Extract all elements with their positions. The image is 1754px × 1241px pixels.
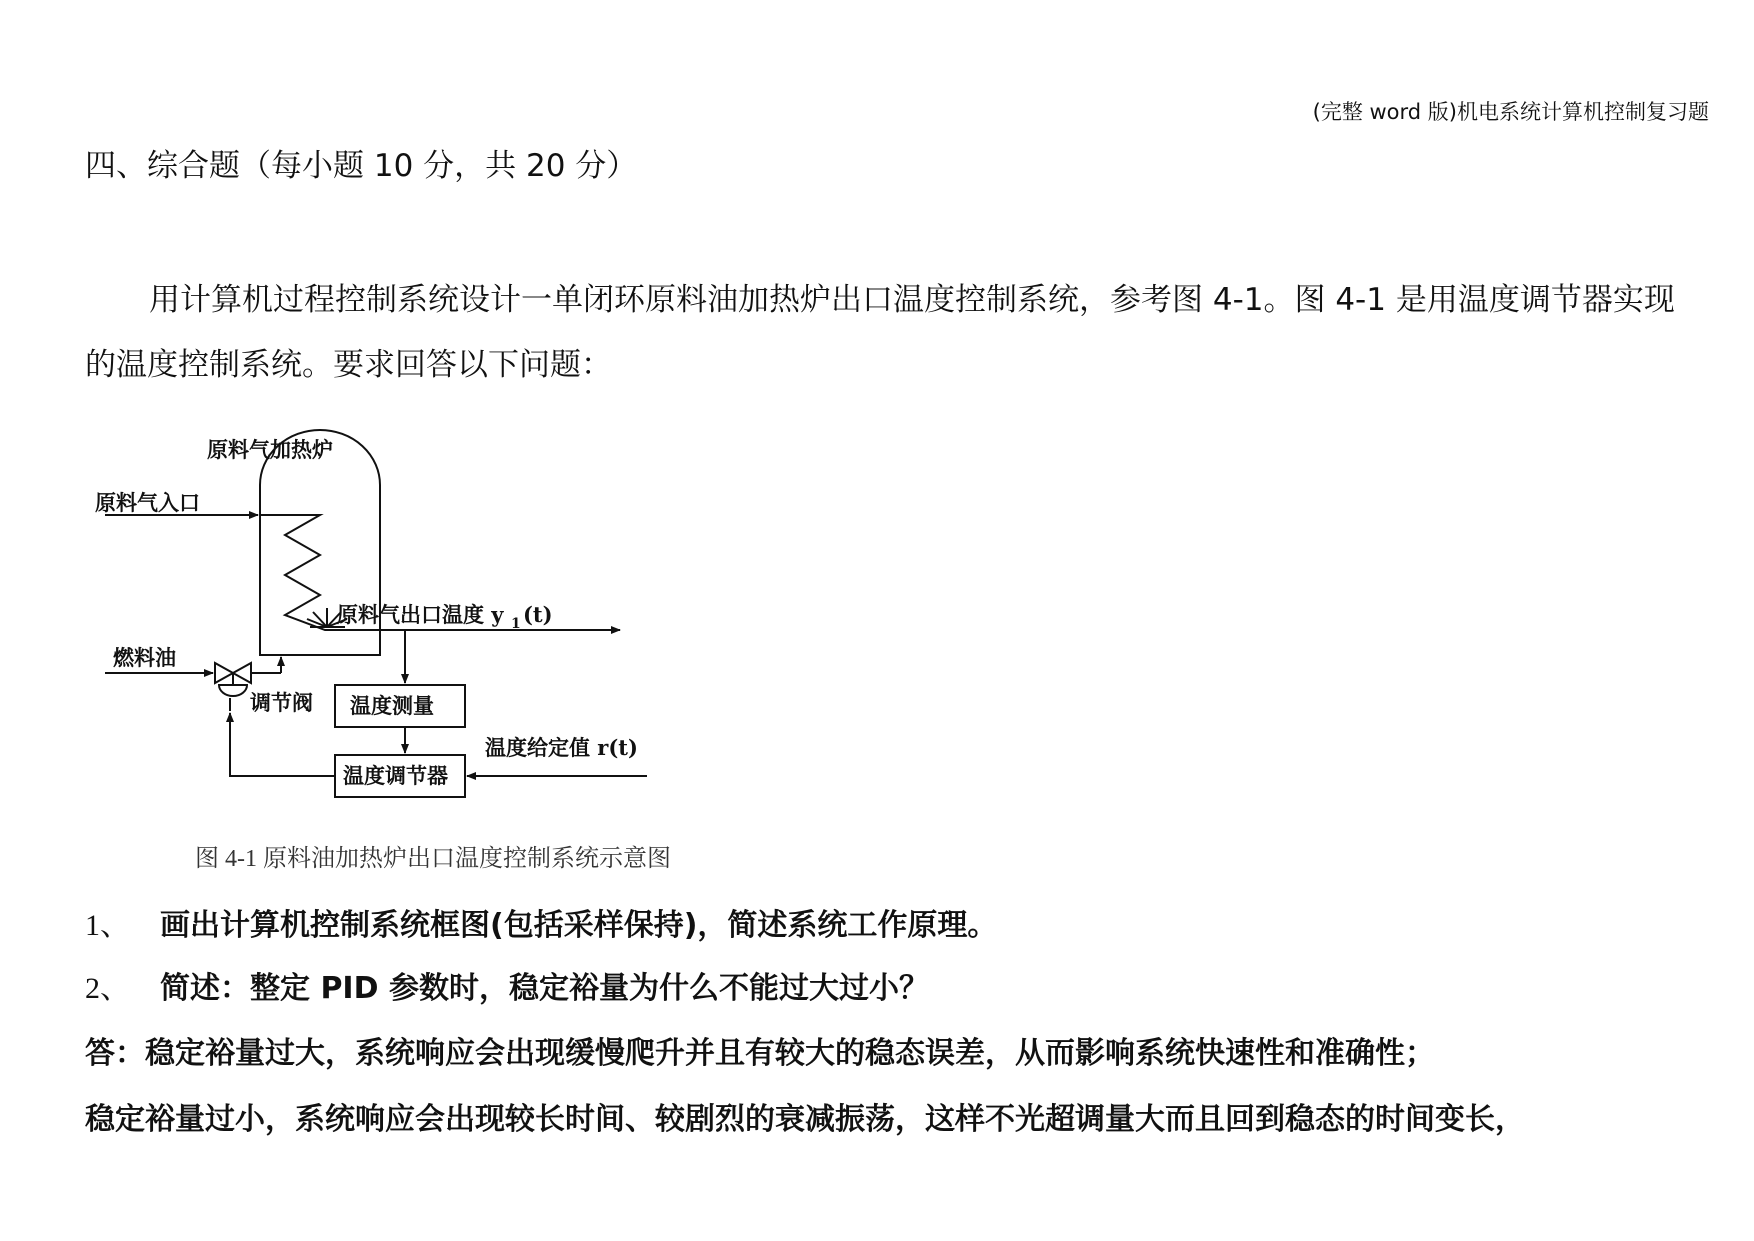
furnace-label: 原料气加热炉 (207, 437, 333, 462)
setpoint-label: 温度给定值 r(t) (485, 735, 638, 760)
diagram-svg (95, 405, 755, 805)
valve-label: 调节阀 (250, 690, 313, 715)
question-2-text: 简述：整定 PID 参数时，稳定裕量为什么不能过大过小？ (160, 971, 929, 1006)
outlet-argument: (t) (523, 602, 553, 627)
fuel-label: 燃料油 (113, 645, 176, 670)
answer-line-1: 答：稳定裕量过大，系统响应会出现缓慢爬升并且有较大的稳态误差，从而影响系统快速性和准确性； (85, 1036, 1435, 1071)
intro-paragraph: 用计算机过程控制系统设计一单闭环原料油加热炉出口温度控制系统，参考图 4-1。图 4-1 是用温度调节器实现的温度控制系统。要求回答以下问题： (85, 282, 1675, 383)
measure-label: 温度测量 (350, 693, 434, 718)
question-1-number: 1、 (85, 909, 130, 942)
control-system-diagram (95, 405, 755, 805)
question-1-text: 画出计算机控制系统框图(包括采样保持)，简述系统工作原理。 (160, 908, 998, 943)
section-title: 四、综合题（每小题 10 分，共 20 分） (85, 148, 638, 184)
outlet-subscript: 1 (511, 616, 521, 632)
inlet-label: 原料气入口 (95, 490, 200, 515)
question-2-number: 2、 (85, 972, 130, 1005)
question-1 (85, 900, 997, 944)
valve-icon (215, 663, 251, 696)
question-2 (85, 963, 929, 1007)
outlet-label: 原料气出口温度 y (337, 602, 504, 627)
controller-to-valve-line (230, 713, 335, 776)
document-header: (完整 word 版)机电系统计算机控制复习题 (1312, 100, 1709, 124)
answer-line-2: 稳定裕量过小，系统响应会出现较长时间、较剧烈的衰减振荡，这样不光超调量大而且回到稳态的时间变长， (85, 1102, 1525, 1137)
controller-label: 温度调节器 (343, 763, 448, 788)
figure-caption: 图 4-1 原料油加热炉出口温度控制系统示意图 (195, 846, 671, 872)
